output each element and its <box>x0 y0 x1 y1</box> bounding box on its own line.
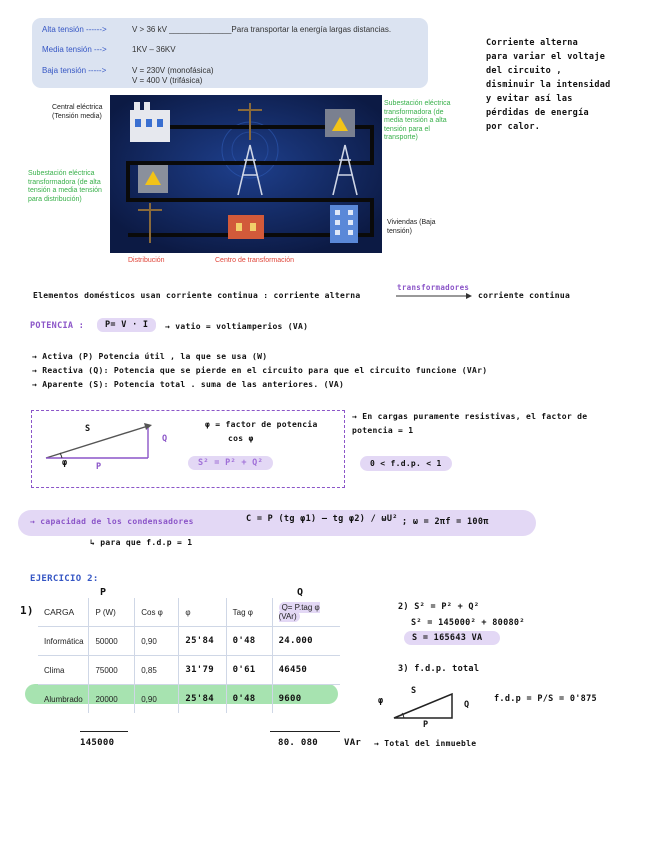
side-note-line: Corriente alterna <box>486 38 579 48</box>
total-note: → Total del inmueble <box>374 739 477 748</box>
label-sub-left: Subestación eléctrica transformadora (de alta tensión a media tensión para distribución) <box>28 170 102 203</box>
total-P: 145000 <box>80 738 115 748</box>
fdp-range: 0 < f.d.p. < 1 <box>360 456 452 471</box>
table-cell: 46450 <box>272 656 340 685</box>
condensadores-sub: ↳ para que f.d.p = 1 <box>90 538 193 547</box>
alta-value: V > 36 kV ______________Para transportar la energía largas distancias. <box>132 25 392 34</box>
table-row <box>38 656 340 685</box>
total-Q-line <box>270 731 340 732</box>
table-row <box>38 627 340 656</box>
transformer-icon <box>138 165 168 193</box>
side-note-line: por calor. <box>486 122 541 132</box>
baja-label: Baja tensión -----> <box>42 66 107 75</box>
table-header: Cos φ <box>135 598 179 627</box>
table-cell: 25'84 <box>179 685 226 714</box>
table-header-row <box>38 598 340 627</box>
potencia-formula: P= V · I <box>97 318 156 332</box>
domestic-text: Elementos domésticos usan corriente continua : corriente alterna <box>33 291 361 300</box>
type-reactiva: → Reactiva (Q): Potencia que se pierde en el circuito para que el circuito funcione (VAr) <box>32 366 488 375</box>
table-cell: 9600 <box>278 694 302 704</box>
table-header: φ <box>179 598 226 627</box>
total-Q: 80. 080 <box>278 738 319 748</box>
table-cell: Informática <box>38 627 89 656</box>
phi-definition: φ = factor de potencia <box>205 420 318 429</box>
side-note-line: para variar el voltaje <box>486 52 606 62</box>
label-centro: Centro de transformación <box>215 257 294 264</box>
domestic-result: corriente continua <box>478 291 571 300</box>
label-distribucion: Distribución <box>128 257 165 264</box>
transformadores-label: transformadores <box>397 283 470 292</box>
total-unit: VAr <box>344 738 362 748</box>
phi-cos: cos φ <box>228 434 254 443</box>
table-cell: 0'48 <box>226 685 272 714</box>
part2-line1: 2) S² = P² + Q² <box>398 602 480 612</box>
resistive-note: → En cargas puramente resistivas, el factor de potencia = 1 <box>352 412 588 435</box>
table-cell: 0,85 <box>135 656 179 685</box>
table-cell: 0,90 <box>135 685 179 714</box>
alta-label: Alta tensión ------> <box>42 25 107 34</box>
side-note-line: pérdidas de energía <box>486 108 589 118</box>
tri-S: S <box>85 424 91 434</box>
condensadores-formula: C = P (tg φ1) – tg φ2) / ωU² <box>246 514 398 524</box>
transformation-center-icon <box>228 215 264 239</box>
table-cell: 75000 <box>89 656 135 685</box>
baja-value-2: V = 400 V (trifásica) <box>132 76 203 85</box>
arrow-icon <box>396 292 472 300</box>
table-cell: 50000 <box>89 627 135 656</box>
media-label: Media tensión ---> <box>42 45 107 54</box>
p3-S: S <box>411 686 417 696</box>
tri-Q: Q <box>162 434 168 444</box>
p3-P: P <box>423 720 429 730</box>
apartment-building-icon <box>330 205 358 243</box>
col-P-label: P <box>100 587 107 598</box>
table-cell: 25'84 <box>179 627 226 656</box>
power-triangle <box>40 418 160 468</box>
potencia-units: → vatio = voltiamperios (VA) <box>165 322 309 331</box>
part2-result: S = 165643 VA <box>404 631 500 645</box>
table-row <box>38 685 340 714</box>
table-header: CARGA <box>38 598 89 627</box>
power-grid-diagram <box>110 95 382 253</box>
table-header: Tag φ <box>226 598 272 627</box>
table-cell: 0'61 <box>226 656 272 685</box>
media-value: 1KV – 36KV <box>132 45 176 54</box>
table-cell: 0,90 <box>135 627 179 656</box>
p3-formula: f.d.p = P/S = 0'875 <box>494 694 597 704</box>
table-cell: Clima <box>38 656 89 685</box>
table-cell: 31'79 <box>179 656 226 685</box>
part2-line2: S² = 145000² + 80080² <box>411 618 525 628</box>
label-central: Central eléctrica (Tensión media) <box>52 104 103 120</box>
type-activa: → Activa (P) Potencia útil , la que se usa (W) <box>32 352 268 361</box>
substation-icon <box>325 109 355 137</box>
label-viviendas: Viviendas (Baja tensión) <box>387 219 436 235</box>
table-header: P (W) <box>89 598 135 627</box>
side-note-line: y evitar así las <box>486 94 573 104</box>
tri-phi: φ <box>62 458 68 468</box>
condensadores-label: → capacidad de los condensadores <box>30 517 194 526</box>
p3-Q: Q <box>464 700 470 710</box>
table-cell: 20000 <box>89 685 135 714</box>
col-Q-label: Q <box>297 587 304 598</box>
baja-value: V = 230V (monofásica) <box>132 66 214 75</box>
table-cell: 0'48 <box>226 627 272 656</box>
part3-title: 3) f.d.p. total <box>398 664 480 674</box>
loads-table <box>38 598 340 713</box>
apparent-formula: S² = P² + Q² <box>188 456 273 470</box>
ejercicio-title: EJERCICIO 2: <box>30 574 99 584</box>
part-1-number: 1) <box>20 604 34 617</box>
tri-P: P <box>96 462 102 472</box>
p3-phi: φ <box>378 696 384 706</box>
q-header-label: Q= P.tag φ (VAr) <box>278 603 320 621</box>
side-note <box>486 36 636 134</box>
total-P-line <box>80 731 128 732</box>
side-note-line: del circuito , <box>486 66 562 76</box>
label-sub-right: Subestación eléctrica transformadora (de media tensión a alta tensión para el transporte) <box>384 100 451 141</box>
table-cell: 24.000 <box>272 627 340 656</box>
small-power-triangle <box>390 688 460 722</box>
table-header <box>272 598 340 627</box>
condensadores-omega: ; ω = 2πf = 100π <box>402 517 489 527</box>
table-cell: Alumbrado <box>38 685 89 714</box>
side-note-line: disminuir la intensidad <box>486 80 611 90</box>
type-aparente: → Aparente (S): Potencia total . suma de las anteriores. (VA) <box>32 380 345 389</box>
potencia-title: POTENCIA : <box>30 321 85 331</box>
